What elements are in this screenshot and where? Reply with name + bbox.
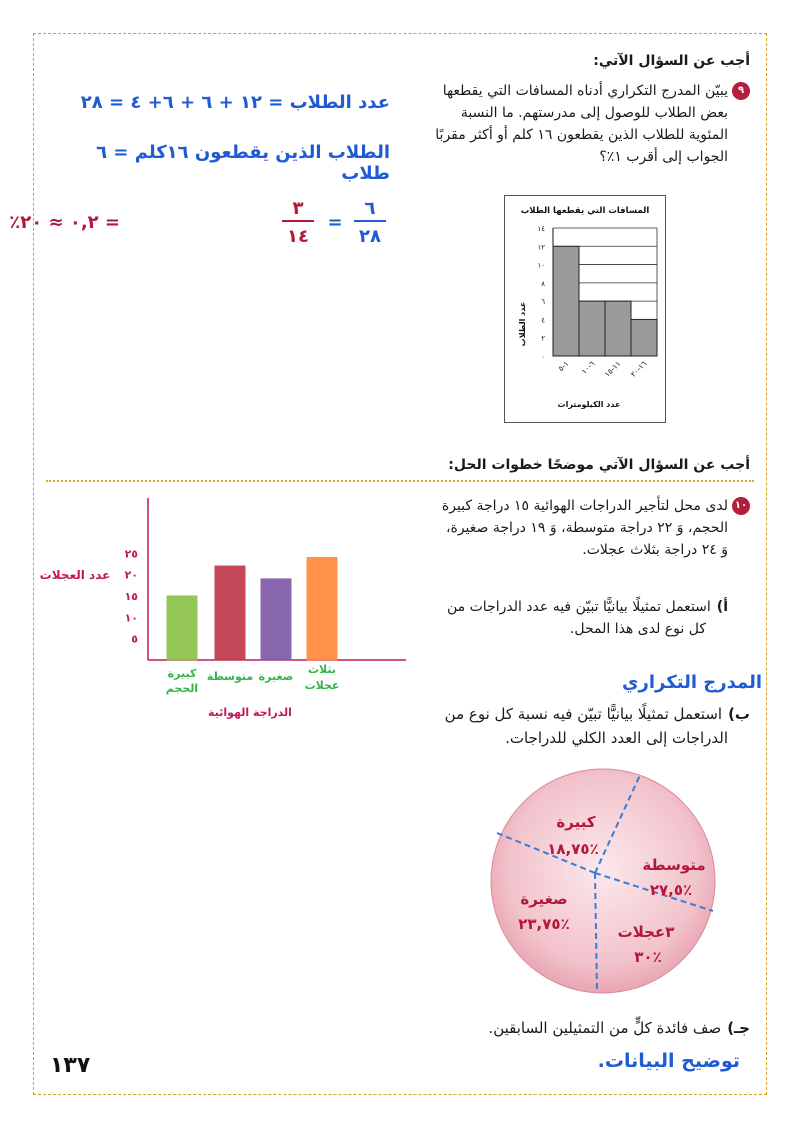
histogram-ytick: ٠ (541, 353, 545, 361)
histogram-ytick: ٢ (541, 334, 545, 343)
part-a-line: استعمل تمثيلًا بيانيًّا تبيّن فيه عدد الدراجات من (447, 599, 711, 615)
pie-label-pct: ٢٧,٥٪ (649, 881, 693, 899)
part-a-label: أ) (716, 599, 728, 615)
q2-part-b (370, 702, 750, 750)
equals-sign: = (327, 212, 343, 233)
part-b-line: استعمل تمثيلًا بيانيًّا تبيّن فيه نسبة كل نوع من (444, 705, 723, 723)
pie-label-pct: ١٨,٧٥٪ (547, 840, 599, 858)
pie-label-pct: ٢٣,٧٥٪ (518, 915, 570, 933)
part-c-text: صف فائدة كلٍّ من التمثيلين السابقين. (488, 1019, 722, 1037)
bike-ytick: ١٥ (124, 589, 138, 603)
bike-ylabel: عدد العجلات (39, 568, 111, 582)
histogram-bar (553, 246, 579, 356)
answer1-fraction-equation (9, 190, 390, 250)
q2-text (390, 495, 750, 561)
histogram-ytick: ٨ (541, 279, 545, 288)
bike-bar-chart-box (39, 490, 410, 725)
histogram-ytick: ٤ (541, 316, 545, 325)
bike-bar (307, 558, 337, 660)
bike-bar (261, 579, 291, 660)
section-divider (46, 480, 754, 482)
histogram-xtick: ٦-١٠ (579, 359, 597, 376)
q2-line: لدى محل لتأجير الدراجات الهوائية ١٥ دراجة كبيرة (441, 498, 728, 514)
bike-ytick: ٢٠ (124, 568, 138, 582)
histogram-title: المسافات التي يقطعها الطلاب (520, 206, 650, 216)
q2-number-badge: ١٠ (732, 497, 750, 515)
q2-line: وَ ٢٤ دراجة بثلاث عجلات. (582, 542, 728, 558)
histogram-ytick: ٦ (541, 298, 545, 307)
q1-instruction: أجب عن السؤال الآتي: (593, 53, 750, 69)
bike-cat-label: بثلاث (307, 663, 337, 676)
q2-part-c (370, 1017, 750, 1039)
q1-line: الجواب إلى أقرب ١٪؟ (599, 149, 728, 165)
answer1-result: = ٠,٢ ≈ ٢٠٪ (9, 212, 120, 233)
q1-line: يبيّن المدرج التكراري أدناه المسافات التي يقطعها (442, 83, 728, 99)
histogram-xtick: ١٦-٢٠ (628, 359, 649, 379)
part-b-label: ب) (728, 705, 750, 723)
histogram-chart (505, 196, 665, 422)
histogram-bar (631, 319, 657, 356)
histogram-ytick: ١٢ (537, 243, 545, 252)
q2-line: الحجم، وَ ٢٢ دراجة متوسطة، وَ ١٩ دراجة صغيرة، (445, 520, 728, 536)
bike-bar-chart (39, 490, 410, 725)
frac2-denominator: ١٤ (287, 226, 309, 247)
page-number: ١٣٧ (50, 1053, 91, 1078)
histogram-ytick: ١٤ (537, 225, 545, 233)
pie-label-name: كبيرة (556, 813, 596, 831)
part-c-label: جـ) (727, 1019, 750, 1037)
bike-cat-label: صغيرة (258, 670, 294, 683)
q1-line: المئوية للطلاب الذين يقطعون ١٦ كلم أو أكثر مقربًا (435, 127, 728, 143)
bike-pie-chart-box (488, 763, 718, 1003)
answer1-line2: الطلاب الذين يقطعون ١٦كلم = ٦ طلاب (96, 142, 390, 184)
bike-xlabel: الدراجة الهوائية (208, 706, 292, 719)
answer1-line1: عدد الطلاب = ١٢ + ٦ + ٦+ ٤ = ٢٨ (80, 92, 390, 113)
bike-cat-label: الحجم (165, 682, 199, 695)
frac2-numerator: ٣ (292, 198, 304, 219)
pie-label-pct: ٣٠٪ (634, 948, 662, 966)
bike-ytick: ٢٥ (124, 547, 138, 561)
frac1-denominator: ٢٨ (359, 226, 381, 247)
part-a-line: كل نوع لدى هذا المحل. (569, 621, 706, 637)
bike-cat-label: عجلات (304, 679, 340, 692)
q1-number-badge: ٩ (732, 82, 750, 100)
bike-cat-label: متوسطة (206, 670, 254, 683)
histogram-bar (605, 301, 631, 356)
pie-label-name: ٣عجلات (617, 923, 675, 941)
bike-bar (215, 566, 245, 660)
histogram-xtick: ١١-١٥ (602, 359, 623, 379)
q1-line: بعض الطلاب للوصول إلى مدرستهم. ما النسبة (460, 105, 728, 121)
q1-text (390, 80, 750, 168)
bike-ytick: ١٠ (124, 611, 138, 625)
histogram-xtick: ١-٥ (556, 359, 571, 374)
pie-label-name: متوسطة (642, 856, 706, 874)
histogram-ylabel: عدد الطلاب (518, 301, 527, 347)
histogram-xlabel: عدد الكيلومترات (557, 400, 621, 409)
q2-part-a (390, 596, 750, 640)
histogram-bar (579, 301, 605, 356)
histogram-box (504, 195, 666, 423)
bike-cat-label: كبيرة (167, 667, 197, 680)
answer-a: المدرج التكراري (622, 672, 762, 693)
bike-ytick: ٥ (131, 632, 138, 646)
histogram-ytick: ١٠ (537, 261, 545, 270)
pie-label-name: صغيرة (520, 890, 568, 908)
frac1-numerator: ٦ (364, 198, 376, 219)
bike-pie-chart (488, 763, 718, 1003)
q2-instruction: أجب عن السؤال الآتي موضحًا خطوات الحل: (448, 457, 750, 473)
answer-c: توضيح البيانات. (597, 1050, 740, 1072)
bike-bar (167, 596, 197, 660)
part-b-line: الدراجات إلى العدد الكلي للدراجات. (505, 729, 728, 747)
